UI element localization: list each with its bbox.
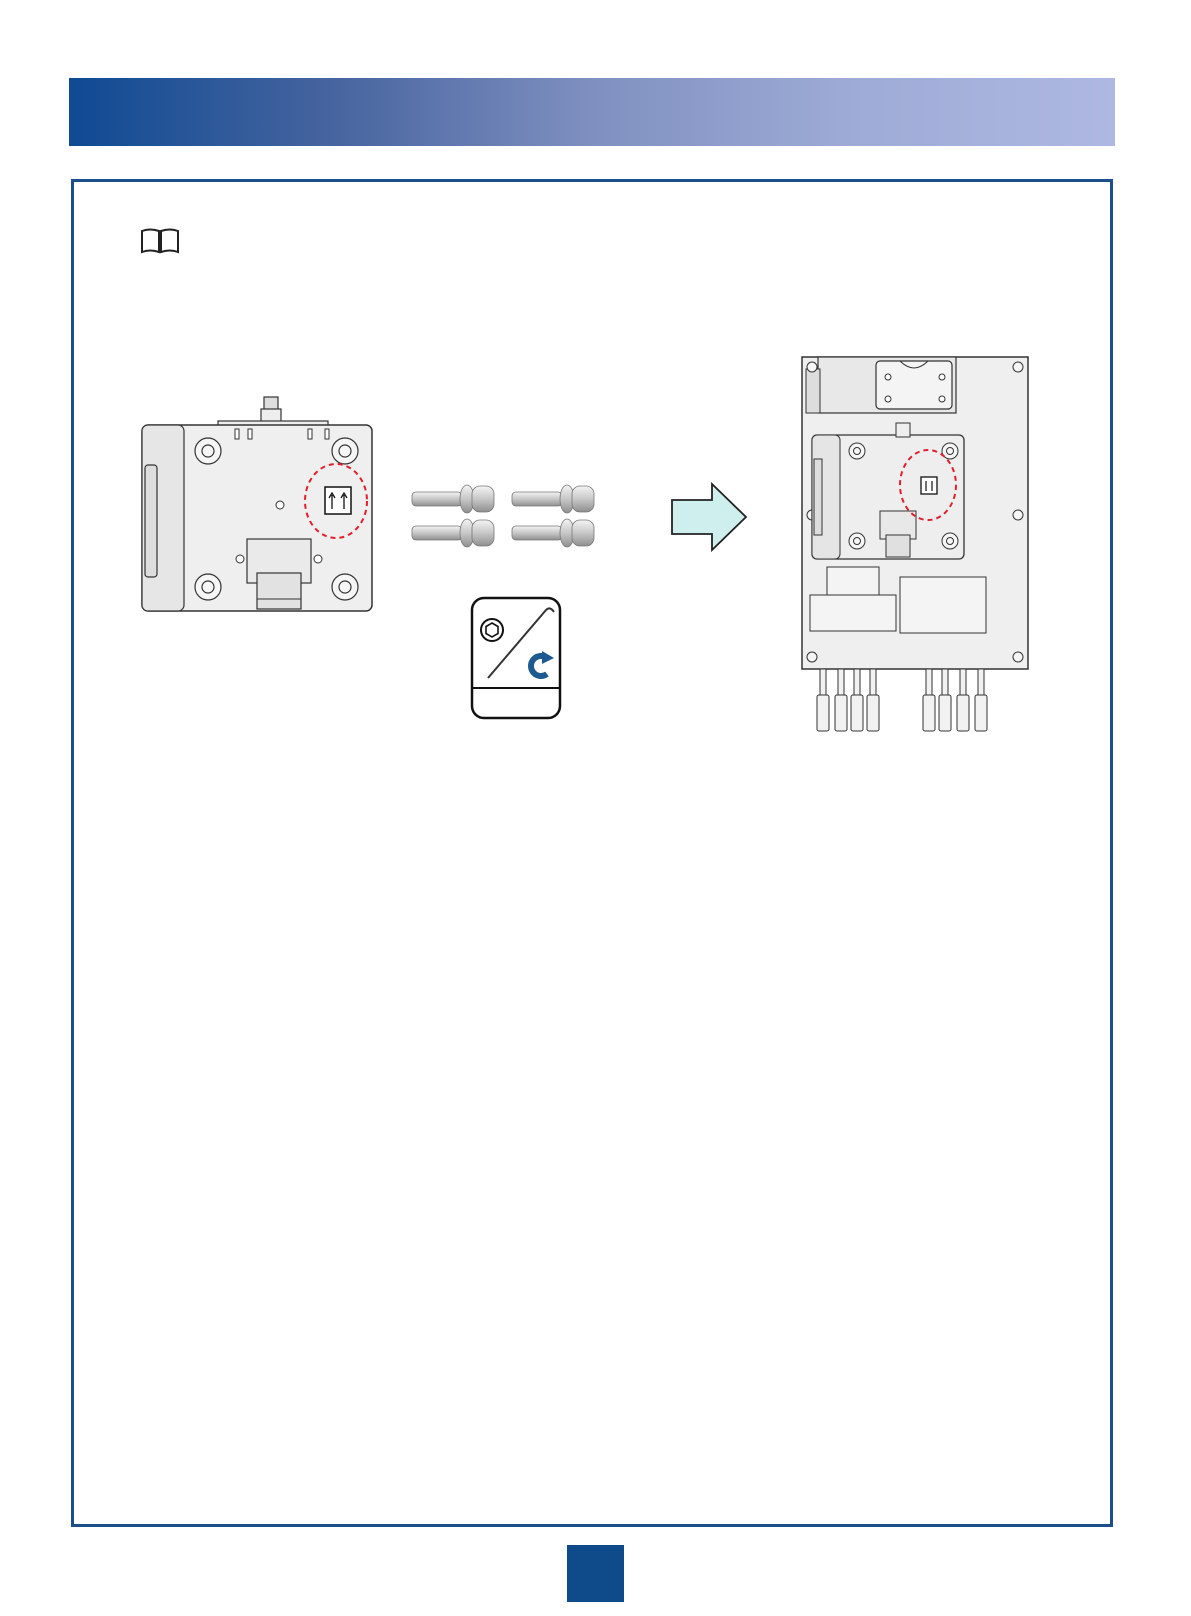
header-bar (69, 78, 1115, 146)
page-number-box (567, 1545, 624, 1602)
hex-key-tool-icon (470, 596, 562, 720)
right-arrow-icon (670, 482, 750, 552)
assembled-unit-icon (800, 355, 1034, 737)
screws-icon (410, 478, 600, 556)
book-icon (140, 228, 180, 254)
module-bottom-view-icon (140, 395, 375, 613)
